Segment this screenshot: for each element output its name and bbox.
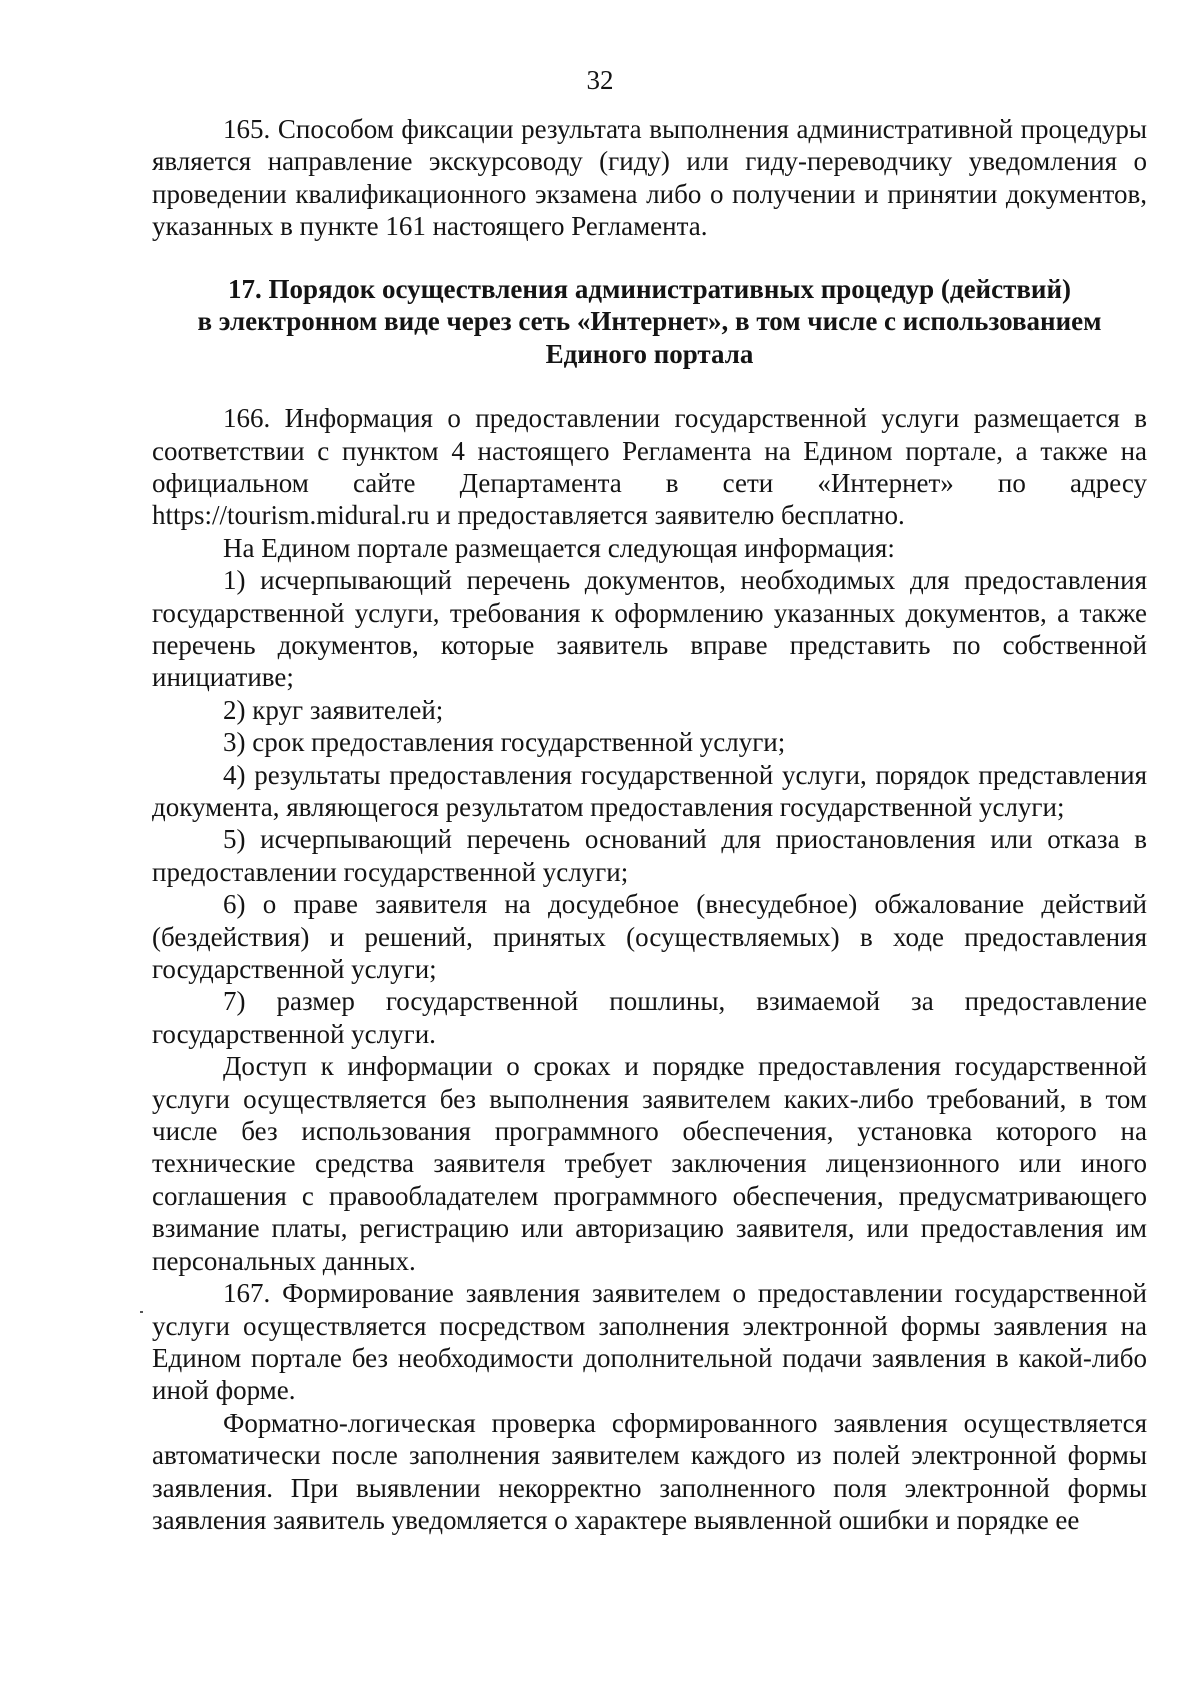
list-item-3: 3) срок предоставления государственной услуги; <box>223 727 786 758</box>
list-item-1: 1) исчерпывающий перечень документов, необходимых для предоставления государственной услуги, требования к оформлению указанных документов, а также перечень документов, которые заявитель вправе представить по собственной инициативе; <box>152 565 1147 693</box>
list-item-7: 7) размер государственной пошлины, взимаемой за предоставление государственной услуги. <box>152 986 1147 1049</box>
paragraph-166: 166. Информация о предоставлении государственной услуги размещается в соответствии с пунктом 4 настоящего Регламента на Едином портале, а также на официальном сайте Департамента в сети «Интернет» по адресу https://tourism.midural.ru и предоставляется заявителю бесплатно. <box>152 403 1147 531</box>
list-item-6: 6) о праве заявителя на досудебное (внесудебное) обжалование действий (бездействия) и решений, принятых (осуществляемых) в ходе предоставления государственной услуги; <box>152 889 1147 985</box>
section-heading-line: в электронном виде через сеть «Интернет», в том числе с использованием <box>197 306 1102 337</box>
section-heading <box>152 273 1147 371</box>
section-heading-line: Единого портала <box>545 338 754 369</box>
page-number: 32 <box>586 65 614 95</box>
list-item-2: 2) круг заявителей; <box>223 694 444 725</box>
paragraph-portal-info-intro: На Едином портале размещается следующая информация: <box>223 532 895 563</box>
section-heading-line: 17. Порядок осуществления административных процедур (действий) <box>227 273 1072 304</box>
page-content <box>152 113 1147 1536</box>
list-item-5: 5) исчерпывающий перечень оснований для приостановления или отказа в предоставлении государственной услуги; <box>152 824 1147 887</box>
paragraph-access-info: Доступ к информации о сроках и порядке предоставления государственной услуги осуществляется без выполнения заявителем каких-либо требований, в том числе без использования программного обеспечения, установка которого на технические средства заявителя требует заключения лицензионного или иного соглашения с правообладателем программного обеспечения, предусматривающего взимание платы, регистрацию или авторизацию заявителя, или предоставления им персональных данных. <box>152 1051 1147 1276</box>
paragraph-format-check: Форматно-логическая проверка сформированного заявления осуществляется автоматически после заполнения заявителем каждого из полей электронной формы заявления. При выявлении некорректно заполненного поля электронной формы заявления заявитель уведомляется о характере выявленной ошибки и порядке ее <box>152 1407 1147 1535</box>
paragraph-165: 165. Способом фиксации результата выполнения административной процедуры является направление экскурсоводу (гиду) или гиду-переводчику уведомления о проведении квалификационного экзамена либо о получении и принятии документов, указанных в пункте 161 настоящего Регламента. <box>152 114 1147 242</box>
list-item-4: 4) результаты предоставления государственной услуги, порядок представления документа, являющегося результатом предоставления государственной услуги; <box>152 759 1147 822</box>
paragraph-167: 167. Формирование заявления заявителем о предоставлении государственной услуги осуществляется посредством заполнения электронной формы заявления на Едином портале без необходимости дополнительной подачи заявления в какой-либо иной форме. <box>152 1278 1147 1406</box>
scan-speck <box>140 1311 143 1313</box>
